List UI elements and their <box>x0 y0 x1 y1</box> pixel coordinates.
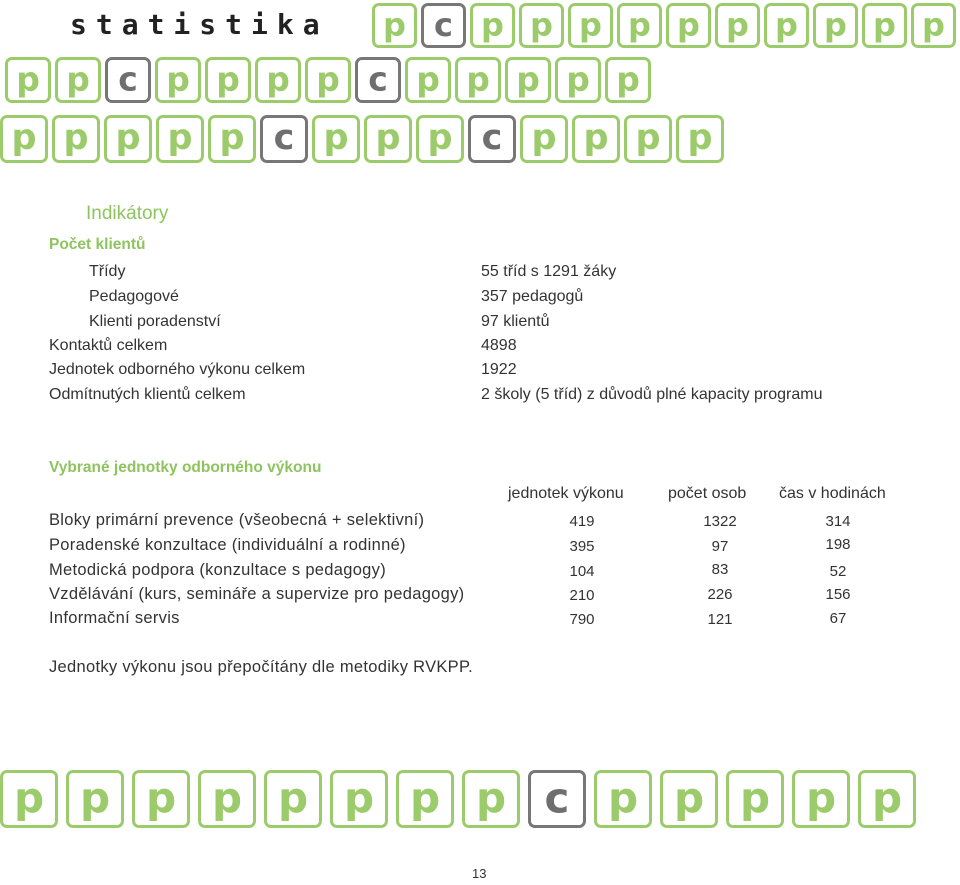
letter-p-glyph: p <box>316 59 340 99</box>
letter-p-glyph: p <box>63 118 89 159</box>
hours-value: 67 <box>829 610 847 627</box>
row-label: Metodická podpora (konzultace s pedagogy) <box>49 561 386 579</box>
indicator-value: 97 klientů <box>481 313 550 330</box>
logo-tile-p-icon <box>624 115 672 163</box>
logo-tile-c-icon <box>260 115 308 163</box>
logo-tile-p-icon <box>505 57 551 103</box>
letter-p-glyph: p <box>216 59 240 99</box>
logo-tile-p-icon <box>462 770 520 828</box>
column-header-hours: čas v hodinách <box>779 485 886 502</box>
logo-tile-p-icon <box>666 3 711 48</box>
persons-value: 83 <box>711 561 729 578</box>
logo-tile-p-icon <box>813 3 858 48</box>
logo-tile-p-icon <box>132 770 190 828</box>
methodology-note: Jednotky výkonu jsou přepočítány dle metodiky RVKPP. <box>49 658 474 676</box>
logo-tile-p-icon <box>862 3 907 48</box>
indicator-value: 1922 <box>481 361 517 378</box>
logo-tile-p-icon <box>617 3 662 48</box>
logo-tile-p-icon <box>519 3 564 48</box>
units-value: 395 <box>569 538 595 555</box>
logo-tile-p-icon <box>455 57 501 103</box>
letter-p-glyph: p <box>687 118 713 159</box>
page-title: statistika <box>70 8 329 41</box>
letter-p-glyph: p <box>219 118 245 159</box>
letter-p-glyph: p <box>266 59 290 99</box>
row-label: Informační servis <box>49 609 180 627</box>
logo-tile-p-icon <box>364 115 412 163</box>
letter-p-glyph: p <box>579 5 602 44</box>
letter-c-glyph: c <box>368 59 388 99</box>
letter-p-glyph: p <box>673 773 705 823</box>
letter-p-glyph: p <box>11 118 37 159</box>
letter-p-glyph: p <box>481 5 504 44</box>
logo-tile-p-icon <box>198 770 256 828</box>
indicator-label: Kontaktů celkem <box>49 337 168 354</box>
logo-tile-p-icon <box>572 115 620 163</box>
letter-c-glyph: c <box>273 118 295 159</box>
hours-value: 156 <box>825 586 851 603</box>
logo-tile-p-icon <box>594 770 652 828</box>
indicator-label: Pedagogové <box>89 288 179 305</box>
letter-p-glyph: p <box>383 5 406 44</box>
logo-tile-p-icon <box>312 115 360 163</box>
units-value: 210 <box>569 587 595 604</box>
letter-p-glyph: p <box>416 59 440 99</box>
indicator-value: 55 tříd s 1291 žáky <box>481 263 617 280</box>
letter-p-glyph: p <box>531 118 557 159</box>
logo-tile-p-icon <box>255 57 301 103</box>
logo-tile-p-icon <box>405 57 451 103</box>
logo-tile-p-icon <box>715 3 760 48</box>
indicator-label: Odmítnutých klientů celkem <box>49 386 246 403</box>
indicator-value: 357 pedagogů <box>481 288 584 305</box>
logo-tile-p-icon <box>726 770 784 828</box>
letter-p-glyph: p <box>739 773 771 823</box>
persons-value: 121 <box>707 611 733 628</box>
logo-tile-p-icon <box>156 115 204 163</box>
letter-p-glyph: p <box>873 5 896 44</box>
units-value: 790 <box>569 611 595 628</box>
letter-p-glyph: p <box>16 59 40 99</box>
row-label: Bloky primární prevence (všeobecná + selektivní) <box>49 511 425 529</box>
indicator-label: Jednotek odborného výkonu celkem <box>49 361 306 378</box>
letter-c-glyph: c <box>118 59 138 99</box>
logo-tile-p-icon <box>0 115 48 163</box>
indicator-label: Třídy <box>89 263 126 280</box>
logo-tile-p-icon <box>66 770 124 828</box>
logo-tile-p-icon <box>764 3 809 48</box>
letter-p-glyph: p <box>583 118 609 159</box>
letter-p-glyph: p <box>323 118 349 159</box>
section-heading: Indikátory <box>86 203 169 224</box>
logo-tile-p-icon <box>676 115 724 163</box>
persons-value: 1322 <box>703 513 737 530</box>
units-value: 419 <box>569 513 595 530</box>
letter-p-glyph: p <box>824 5 847 44</box>
logo-tile-p-icon <box>52 115 100 163</box>
logo-tile-p-icon <box>55 57 101 103</box>
logo-tile-p-icon <box>568 3 613 48</box>
letter-p-glyph: p <box>79 773 111 823</box>
units-value: 104 <box>569 563 595 580</box>
logo-tile-p-icon <box>792 770 850 828</box>
clients-count-title: Počet klientů <box>49 236 146 253</box>
letter-p-glyph: p <box>343 773 375 823</box>
letter-c-glyph: c <box>481 118 503 159</box>
letter-p-glyph: p <box>166 59 190 99</box>
logo-tile-p-icon <box>911 3 956 48</box>
logo-tile-p-icon <box>104 115 152 163</box>
page-number: 13 <box>472 866 487 881</box>
logo-tile-c-icon <box>528 770 586 828</box>
letter-p-glyph: p <box>66 59 90 99</box>
letter-p-glyph: p <box>677 5 700 44</box>
logo-tile-p-icon <box>520 115 568 163</box>
letter-p-glyph: p <box>516 59 540 99</box>
logo-tile-p-icon <box>155 57 201 103</box>
logo-tile-p-icon <box>416 115 464 163</box>
logo-tile-p-icon <box>660 770 718 828</box>
letter-p-glyph: p <box>566 59 590 99</box>
letter-c-glyph: c <box>434 5 453 44</box>
letter-p-glyph: p <box>628 5 651 44</box>
letter-p-glyph: p <box>805 773 837 823</box>
persons-value: 97 <box>711 538 729 555</box>
hours-value: 198 <box>825 536 851 553</box>
letter-p-glyph: p <box>375 118 401 159</box>
logo-tile-p-icon <box>205 57 251 103</box>
letter-p-glyph: p <box>466 59 490 99</box>
column-header-units: jednotek výkonu <box>508 485 624 502</box>
units-title: Vybrané jednotky odborného výkonu <box>49 459 322 476</box>
letter-p-glyph: p <box>922 5 945 44</box>
letter-p-glyph: p <box>427 118 453 159</box>
letter-c-glyph: c <box>544 773 570 823</box>
letter-p-glyph: p <box>616 59 640 99</box>
logo-tile-p-icon <box>858 770 916 828</box>
logo-tile-p-icon <box>605 57 651 103</box>
logo-tile-p-icon <box>208 115 256 163</box>
row-label: Poradenské konzultace (individuální a rodinné) <box>49 536 406 554</box>
logo-tile-p-icon <box>5 57 51 103</box>
logo-tile-p-icon <box>372 3 417 48</box>
letter-p-glyph: p <box>115 118 141 159</box>
logo-tile-c-icon <box>421 3 466 48</box>
row-label: Vzdělávání (kurs, semináře a supervize pro pedagogy) <box>49 585 465 603</box>
logo-tile-p-icon <box>305 57 351 103</box>
logo-tile-p-icon <box>264 770 322 828</box>
letter-p-glyph: p <box>13 773 45 823</box>
letter-p-glyph: p <box>726 5 749 44</box>
logo-tile-c-icon <box>468 115 516 163</box>
letter-p-glyph: p <box>775 5 798 44</box>
logo-tile-p-icon <box>555 57 601 103</box>
letter-p-glyph: p <box>167 118 193 159</box>
logo-tile-c-icon <box>105 57 151 103</box>
logo-tile-p-icon <box>0 770 58 828</box>
letter-p-glyph: p <box>211 773 243 823</box>
hours-value: 314 <box>825 513 851 530</box>
hours-value: 52 <box>829 563 847 580</box>
letter-p-glyph: p <box>607 773 639 823</box>
letter-p-glyph: p <box>145 773 177 823</box>
indicator-value: 2 školy (5 tříd) z důvodů plné kapacity programu <box>481 386 823 403</box>
logo-tile-p-icon <box>330 770 388 828</box>
letter-p-glyph: p <box>409 773 441 823</box>
logo-tile-p-icon <box>396 770 454 828</box>
indicator-label: Klienti poradenství <box>89 313 221 330</box>
logo-tile-p-icon <box>470 3 515 48</box>
letter-p-glyph: p <box>635 118 661 159</box>
column-header-persons: počet osob <box>668 485 747 502</box>
letter-p-glyph: p <box>530 5 553 44</box>
logo-tile-c-icon <box>355 57 401 103</box>
persons-value: 226 <box>707 586 733 603</box>
letter-p-glyph: p <box>871 773 903 823</box>
letter-p-glyph: p <box>277 773 309 823</box>
letter-p-glyph: p <box>475 773 507 823</box>
indicator-value: 4898 <box>481 337 517 354</box>
